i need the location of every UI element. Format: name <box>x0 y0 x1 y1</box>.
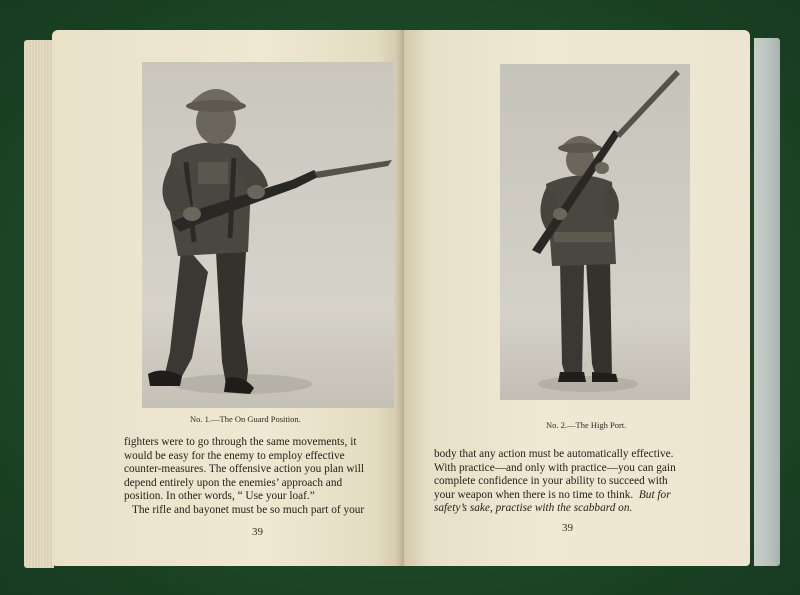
text-line: depend entirely upon the enemies’ approach and <box>124 476 343 489</box>
page-edges-left <box>24 40 54 568</box>
text-line: With practice—and only with practice—you can gain <box>434 461 676 474</box>
open-book <box>24 26 780 574</box>
soldier-high-port-image <box>500 64 690 400</box>
text-line: fighters were to go through the same movements, it <box>124 436 357 448</box>
photo-high-port <box>500 64 690 400</box>
text-line: complete confidence in your ability to succeed with <box>434 475 668 488</box>
figure-caption-2: No. 2.—The High Port. <box>546 420 627 430</box>
right-page-body-text <box>434 448 718 516</box>
right-page <box>404 30 750 566</box>
text-line: body that any action must be automatically effective. <box>434 448 674 460</box>
text-line <box>434 489 718 503</box>
page-number-right: 39 <box>562 522 573 534</box>
soldier-on-guard-image <box>142 62 394 408</box>
left-page <box>52 30 404 566</box>
page-number-left: 39 <box>252 526 263 538</box>
page-edges-right <box>754 38 780 566</box>
italic-text: But for <box>638 488 671 501</box>
figure-caption-1: No. 1.—The On Guard Position. <box>190 414 301 424</box>
text-line: counter-measures. The offensive action you plan will <box>124 463 364 476</box>
photo-on-guard-position <box>142 62 394 408</box>
text-line: The rifle and bayonet must be so much part of your <box>132 503 365 516</box>
text-line: would be easy for the enemy to employ effective <box>124 449 345 462</box>
left-page-body-text <box>124 436 400 518</box>
text-line-start: your weapon when there is no time to think. <box>434 488 634 501</box>
italic-text-line: safety’s sake, practise with the scabbard on. <box>434 502 633 515</box>
text-line: position. In other words, “ Use your loaf.” <box>124 490 315 503</box>
